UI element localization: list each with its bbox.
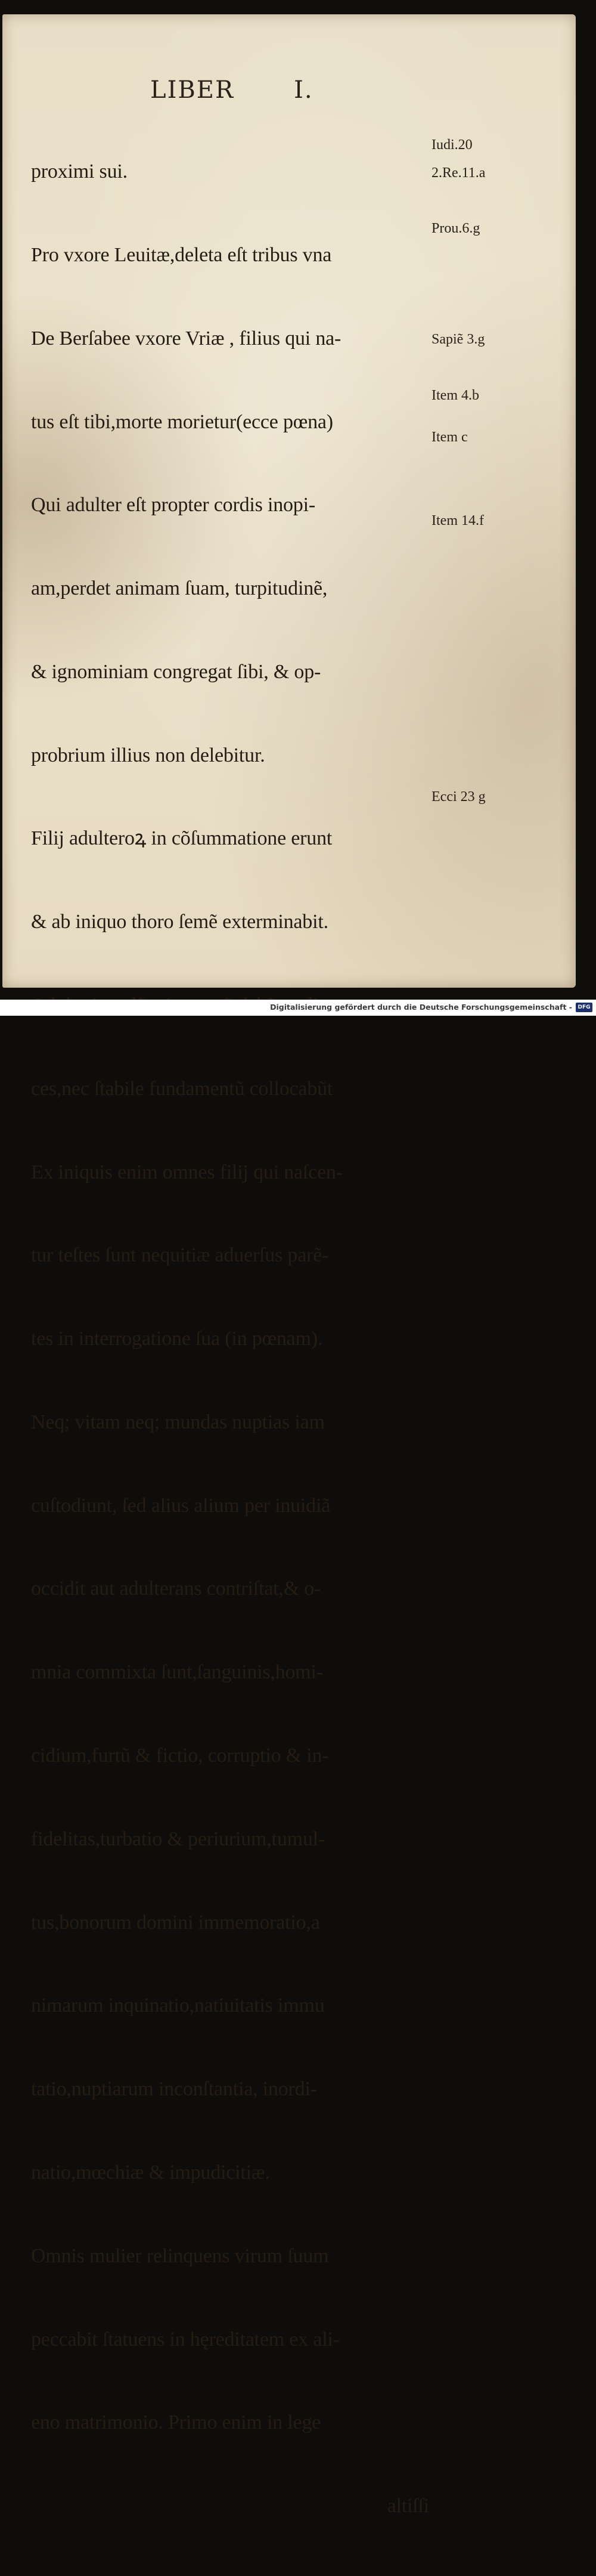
- margin-note: Sapiẽ 3.g: [432, 332, 485, 347]
- text-line: tus,bonorum domini immemoratio,a: [31, 1911, 320, 1934]
- text-line: & ab iniquo thoro ſemẽ exterminabit.: [31, 911, 328, 933]
- margin-note: Iudi.20: [432, 137, 473, 153]
- text-line: Qui adulter eſt propter cordis inopi‑: [31, 494, 315, 517]
- text-line: tatio,nuptiarum inconſtantia, inordi‑: [31, 2078, 317, 2101]
- text-line: fidelitas,turbatio & periurium,tumul‑: [31, 1827, 325, 1850]
- text-line: & ignominiam congregat ſibi, & op‑: [31, 660, 321, 683]
- text-line: proximi sui.: [31, 160, 128, 183]
- text-line: mnia commixta ſunt,ſanguinis,homi‑: [31, 1661, 323, 1684]
- digitization-footer: [0, 1000, 596, 1016]
- margin-note: 2.Re.11.a: [432, 165, 486, 181]
- book-number: I.: [294, 76, 313, 104]
- running-title: LIBER: [150, 76, 235, 104]
- text-line: cuſtodiunt, ſed alius alium per inuidiã: [31, 1494, 331, 1517]
- text-line: ces,nec ſtabile fundamentũ collocabũt: [31, 1077, 333, 1100]
- text-line: eno matrimonio. Primo enim in lege: [31, 2411, 321, 2434]
- text-line: peccabit ſtatuens in hęreditatem ex ali‑: [31, 2328, 340, 2351]
- funding-credit: Digitalisierung gefördert durch die Deutsche Forschungsgemeinschaft -: [270, 1003, 572, 1012]
- dfg-logo: DFG: [576, 1003, 592, 1012]
- margin-note: Ecci 23 g: [432, 789, 486, 805]
- text-line: am,perdet animam ſuam, turpitudinẽ,: [31, 577, 328, 600]
- text-line: probrium illius non delebitur.: [31, 744, 265, 766]
- text-line: occidit aut adulterans contriſtat,& o‑: [31, 1578, 321, 1600]
- text-line: tus eſt tibi,morte morietur(ecce pœna): [31, 410, 333, 433]
- body-text: [31, 103, 432, 2576]
- text-line: Pro vxore Leuitæ,deleta eſt tribus vna: [31, 243, 332, 266]
- text-line: Ex iniquis enim omnes filij qui naſcen‑: [31, 1161, 343, 1183]
- text-line: tes in interrogatione ſua (in pœnam).: [31, 1328, 323, 1350]
- text-line: Filij adulteroꝝ in cõſummatione erunt: [31, 827, 333, 850]
- text-line: natio,mœchiæ & impudicitiæ.: [31, 2161, 270, 2184]
- page-header: [150, 76, 329, 104]
- margin-note: Item 14.f: [432, 513, 484, 528]
- text-line: Neq; vitam neq; mundas nuptias iam: [31, 1411, 325, 1433]
- text-line: nimarum inquinatio,natiuitatis immu: [31, 1994, 325, 2017]
- text-line: De Berſabee vxore Vriæ , filius qui na‑: [31, 327, 342, 350]
- margin-note: Item 4.b: [432, 388, 479, 403]
- text-line: tur teſtes ſunt nequitiæ aduerſus parẽ‑: [31, 1244, 329, 1267]
- catchword: altiſſi: [387, 2495, 429, 2518]
- text-line: Omnis mulier relinquens virum ſuum: [31, 2244, 329, 2267]
- text-line: cidium,furtũ & fictio, corruptio & in‑: [31, 1745, 329, 1767]
- margin-note: Item c: [432, 429, 468, 445]
- margin-note: Prou.6.g: [432, 221, 480, 236]
